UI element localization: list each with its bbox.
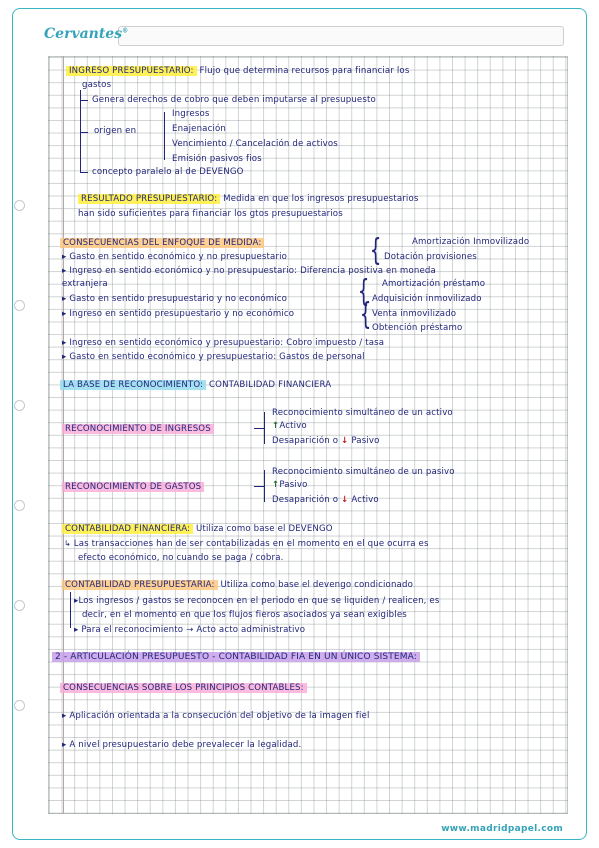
bracket-tick	[80, 132, 88, 133]
body-text: ▸Los ingresos / gastos se reconocen en el periodo en que se liquiden / realicen, es	[74, 596, 440, 606]
section-contabilidad-financiera	[62, 524, 333, 535]
consecuencia-row: ▸ Ingreso en sentido presupuestario y no económico	[62, 309, 295, 319]
heading-contabilidad-presupuestaria: CONTABILIDAD PRESUPUESTARIA:	[62, 580, 218, 590]
arrow-down-icon: ↓	[341, 495, 349, 505]
body-text: ▸ Para el reconocimiento → Acto acto administrativo	[74, 625, 306, 635]
heading-base-reconocimiento: LA BASE DE RECONOCIMIENTO:	[60, 380, 206, 390]
definition-text: Medida en que los ingresos presupuestarios	[223, 194, 419, 204]
binder-hole	[14, 300, 25, 311]
heading-ingreso-presupuestario: INGRESO PRESUPUESTARIO:	[66, 66, 197, 76]
brace-left-icon: {	[369, 233, 382, 268]
binder-hole	[14, 700, 25, 711]
bullet-icon: ▸	[62, 338, 67, 348]
brace-left-icon: {	[357, 274, 370, 309]
origen-item: Emisión pasivos fios	[172, 154, 262, 164]
branch-item: Amortización préstamo	[382, 279, 486, 289]
binder-hole	[14, 600, 25, 611]
branch-item: Obtención préstamo	[372, 323, 463, 333]
bullet-icon: ▸	[62, 711, 67, 721]
binder-hole	[14, 200, 25, 211]
section-principios	[60, 683, 307, 694]
definition-text-cont: gastos	[82, 80, 112, 90]
bracket-line	[70, 592, 71, 628]
origen-label: origen en	[94, 126, 137, 136]
brand-logo: Cervantes®	[44, 26, 129, 42]
section-articulacion	[52, 652, 420, 663]
reconocimiento-item: Desaparición o ↓ Activo	[272, 495, 379, 505]
body-text: ▸ A nivel presupuestario debe prevalecer la legalidad.	[62, 740, 302, 750]
reconocimiento-item: ↑Pasivo	[272, 480, 308, 490]
arrow-up-icon: ↑	[272, 421, 280, 431]
heading-principios-contables: CONSECUENCIAS SOBRE LOS PRINCIPIOS CONTABLES:	[60, 683, 307, 693]
bracket-tick	[80, 172, 88, 173]
bracket-line	[80, 90, 81, 172]
bullet-icon: ▸	[74, 625, 79, 635]
body-text: ▸ Aplicación orientada a la consecución del objetivo de la imagen fiel	[62, 711, 370, 721]
branch-item: Adquisición inmovilizado	[372, 294, 482, 304]
binder-hole	[14, 500, 25, 511]
brace-left-icon: {	[359, 297, 372, 332]
arrow-down-icon: ↓	[341, 436, 349, 446]
bracket-line	[264, 412, 265, 444]
reconocimiento-gastos: RECONOCIMIENTO DE GASTOS	[62, 482, 204, 493]
consecuencia-row: ▸ Gasto en sentido económico y no presupuestario	[62, 252, 288, 262]
reconocimiento-item: ↑Activo	[272, 421, 307, 431]
origen-item: Enajenación	[172, 124, 226, 134]
section-resultado	[78, 194, 419, 205]
definition-text: Utiliza como base el DEVENGO	[196, 524, 333, 534]
reconocimiento-ingresos: RECONOCIMIENTO DE INGRESOS	[62, 424, 214, 435]
section-base-reconocimiento	[60, 380, 331, 391]
bracket-tick	[80, 100, 88, 101]
branch-item: Dotación provisiones	[384, 252, 477, 262]
consecuencia-row: ▸ Gasto en sentido presupuestario y no económico	[62, 294, 288, 304]
bullet-icon: ▸	[62, 294, 67, 304]
bullet-icon: ▸	[62, 740, 67, 750]
consecuencia-row-cont: extranjera	[62, 279, 108, 289]
body-text: efecto económico, no cuando se paga / cobra.	[78, 553, 284, 563]
bullet-icon: ▸	[62, 309, 67, 319]
reconocimiento-item: Reconocimiento simultáneo de un activo	[272, 408, 453, 418]
margin-line	[62, 56, 67, 814]
body-text: ↳ Las transacciones han de ser contabilizadas en el momento en el que ocurra es	[64, 539, 429, 549]
footer-url: www.madridpapel.com	[441, 824, 563, 834]
bullet-icon: ▸	[74, 596, 79, 606]
bullet-text: Genera derechos de cobro que deben imputarse al presupuesto	[92, 95, 376, 105]
bracket-tick	[254, 486, 264, 487]
consecuencia-row: ▸ Ingreso en sentido económico y presupuestario: Cobro impuesto / tasa	[62, 338, 385, 348]
definition-text-cont: han sido suficientes para financiar los gtos presupuestarios	[78, 209, 343, 219]
bullet-icon: ▸	[62, 266, 67, 276]
section-contabilidad-presupuestaria	[62, 580, 413, 591]
section-consecuencias	[60, 238, 264, 249]
section-ingreso	[66, 66, 409, 77]
definition-text: Flujo que determina recursos para financiar los	[199, 66, 410, 76]
bullet-icon: ▸	[62, 352, 67, 362]
binder-hole	[14, 400, 25, 411]
arrow-right-icon: →	[186, 625, 194, 635]
branch-item: Venta inmovilizado	[372, 309, 457, 319]
heading-articulacion: 2 - ARTICULACIÓN PRESUPUESTO - CONTABILIDAD FIA EN UN ÚNICO SISTEMA:	[52, 652, 420, 662]
bullet-icon: ▸	[62, 252, 67, 262]
definition-text: Utiliza como base el devengo condicionado	[220, 580, 413, 590]
origen-item: Vencimiento / Cancelación de activos	[172, 139, 338, 149]
heading-contabilidad-financiera-2: CONTABILIDAD FINANCIERA:	[62, 524, 193, 534]
arrow-up-icon: ↑	[272, 480, 280, 490]
body-text: decir, en el momento en que los flujos fieros asociados ya sean exigibles	[82, 610, 407, 620]
brace-origen	[164, 112, 165, 160]
heading-contabilidad-financiera: CONTABILIDAD FINANCIERA	[209, 380, 332, 390]
heading-consecuencias-medida: CONSECUENCIAS DEL ENFOQUE DE MEDIDA:	[60, 238, 264, 248]
bullet-text: concepto paralelo al de DEVENGO	[92, 167, 244, 177]
header-bar	[118, 26, 564, 46]
bracket-tick	[254, 428, 264, 429]
branch-item: Amortización Inmovilizado	[412, 237, 530, 247]
bracket-line	[264, 470, 265, 502]
heading-resultado-presupuestario: RESULTADO PRESUPUESTARIO:	[78, 194, 220, 204]
reconocimiento-item: Reconocimiento simultáneo de un pasivo	[272, 467, 455, 477]
reconocimiento-item: Desaparición o ↓ Pasivo	[272, 436, 380, 446]
consecuencia-row: ▸ Gasto en sentido económico y presupuestario: Gastos de personal	[62, 352, 365, 362]
consecuencia-row: ▸ Ingreso en sentido económico y no presupuestario: Diferencia positiva en moneda	[62, 266, 436, 276]
origen-item: Ingresos	[172, 109, 210, 119]
